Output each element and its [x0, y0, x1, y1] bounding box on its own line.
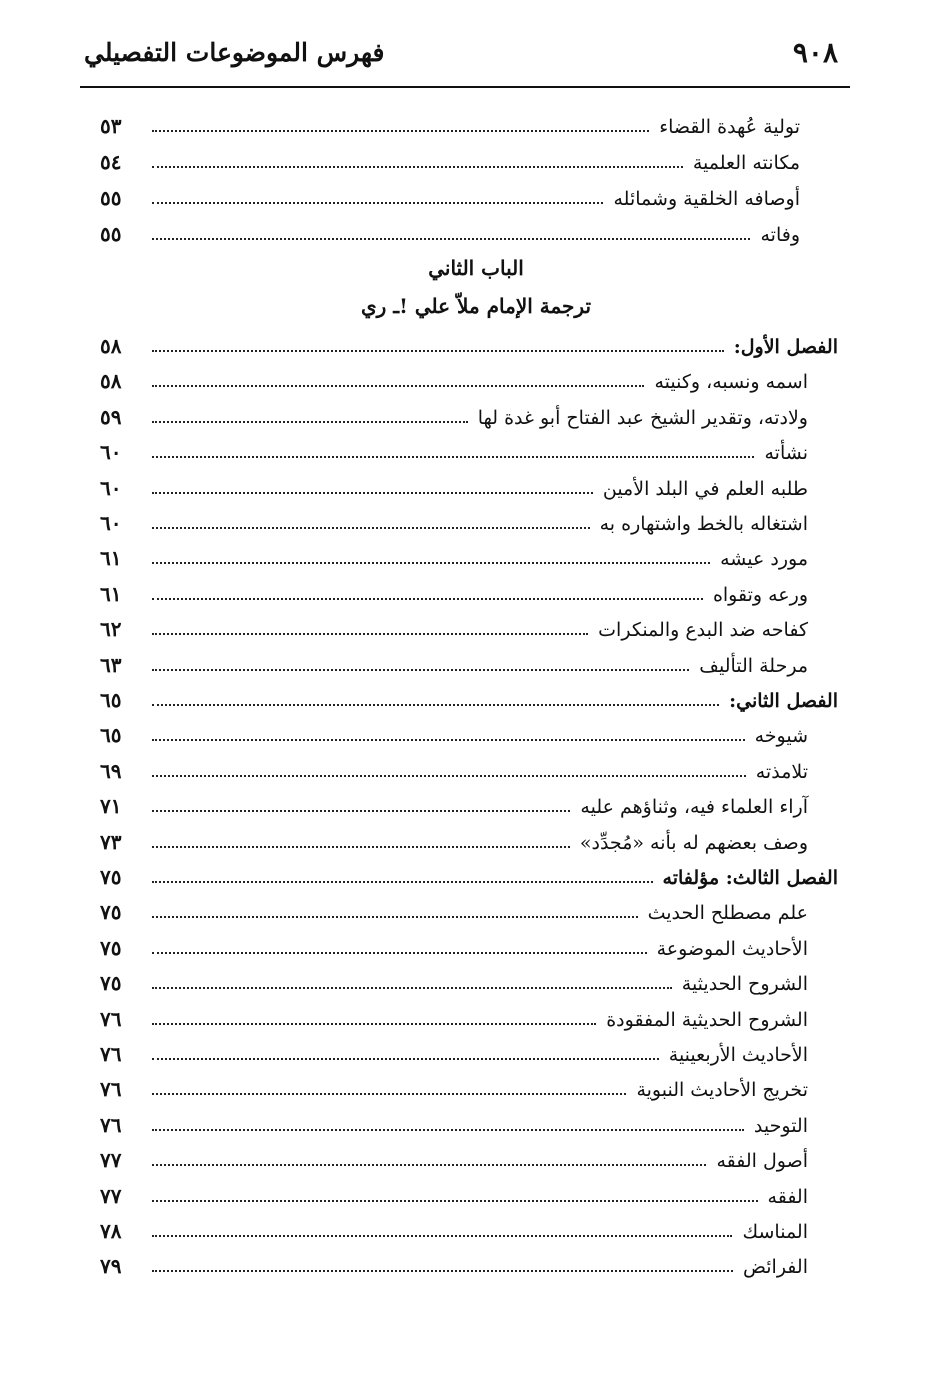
toc-entry-page: ٧١: [100, 794, 122, 819]
toc-entry-page: ٦٥: [100, 688, 122, 712]
toc-entry-page: ٦٠: [100, 511, 122, 535]
running-head: [80, 32, 850, 82]
toc-entry-page: ٥٥: [100, 222, 122, 246]
toc-leader: [152, 403, 468, 423]
toc-entry-page: ٧٥: [100, 900, 122, 925]
toc-entry-page: ٥٩: [100, 404, 122, 429]
toc-entry: [100, 574, 808, 606]
toc-entry-title: الفرائض: [742, 1256, 808, 1279]
toc-entry-title: المناسك: [742, 1221, 808, 1243]
page-number: ٩٠٨: [792, 36, 838, 69]
toc-entry: [100, 999, 808, 1031]
toc-entry: [100, 1069, 808, 1101]
toc-entry: [100, 142, 800, 174]
toc-entry: [100, 361, 808, 393]
toc-entry-title: مكانته العلمية: [692, 152, 800, 174]
toc-entry-page: ٦١: [100, 581, 122, 606]
toc-leader: [152, 1146, 706, 1166]
toc-leader: [152, 184, 603, 204]
toc-leader: [152, 220, 750, 240]
toc-leader: [152, 757, 746, 777]
toc-leader: [152, 1005, 596, 1025]
toc-entry: [100, 178, 800, 210]
toc-entry: [100, 822, 808, 854]
toc-entry: [100, 609, 808, 641]
toc-entry-page: ٧٦: [100, 1042, 122, 1066]
toc-leader: [152, 1252, 733, 1272]
toc-entry-page: ٧٣: [100, 829, 122, 854]
toc-entry-title: تولية عُهدة القضاء: [659, 116, 800, 138]
toc-entry-page: ٧٩: [100, 1254, 122, 1279]
toc-leader: [152, 651, 689, 671]
toc-entry-page: ٦٥: [100, 723, 122, 748]
page-title: فهرس الموضوعات التفصيلي: [84, 38, 385, 67]
toc-entry-page: ٦٢: [100, 617, 122, 642]
toc-leader: [152, 474, 593, 494]
toc-entry: [100, 1140, 808, 1172]
toc-entry-page: ٥٥: [100, 186, 122, 210]
toc-entry-title: كفاحه ضد البدع والمنكرات: [598, 619, 808, 642]
toc-leader: [152, 148, 683, 168]
toc-entry-page: ٦١: [100, 546, 122, 571]
toc-entry-page: ٥٣: [100, 114, 122, 138]
part-heading: الباب الثاني: [428, 256, 524, 280]
toc-entry-title: الفصل الأول:: [733, 336, 838, 358]
toc-entry-title: الأحاديث الموضوعة: [656, 937, 808, 960]
toc-entry-title: اشتغاله بالخط واشتهاره به: [599, 513, 808, 535]
toc-leader: [152, 509, 590, 529]
toc-leader: [152, 544, 710, 564]
toc-entry: [100, 432, 808, 464]
toc-leader: [152, 1217, 732, 1237]
toc-entry: [100, 503, 808, 535]
toc-entry-title: مورد عيشه: [720, 548, 808, 571]
toc-entry-title: الفقه: [767, 1185, 808, 1208]
toc-entry: [100, 1246, 808, 1278]
toc-entry-title: طلبه العلم في البلد الأمين: [602, 477, 808, 500]
toc-chapter-entry: [100, 326, 838, 358]
toc-entry-page: ٧٥: [100, 935, 122, 960]
toc-entry-title: الفصل الثاني:: [729, 690, 838, 712]
toc-entry-page: ٧٦: [100, 1077, 122, 1102]
toc-entry-title: ورعه وتقواه: [712, 583, 808, 606]
toc-entry-title: ولادته، وتقدير الشيخ عبد الفتاح أبو غدة لها: [477, 406, 808, 429]
toc-entry-page: ٦٠: [100, 440, 122, 465]
toc-entry-page: ٧٥: [100, 865, 122, 889]
toc-entry: [100, 214, 800, 246]
toc-leader: [152, 1075, 626, 1095]
toc-entry: [100, 715, 808, 747]
toc-entry-page: ٦٣: [100, 652, 122, 677]
toc-entry: [100, 106, 800, 138]
toc-leader: [152, 863, 653, 883]
toc-entry-page: ٧٧: [100, 1148, 122, 1173]
toc-entry: [100, 1211, 808, 1243]
part-subheading: ترجمة الإمام ملاّ علي !ـ ري: [360, 294, 592, 318]
toc-leader: [152, 1182, 758, 1202]
toc-entry: [100, 963, 808, 995]
toc-leader: [152, 580, 703, 600]
toc-leader: [152, 112, 649, 132]
toc-entry-page: ٥٨: [100, 334, 122, 358]
toc-entry-title: الشروح الحديثية: [681, 973, 808, 996]
toc-entry-title: نشأته: [764, 442, 808, 465]
toc-entry: [100, 1105, 808, 1137]
toc-entry-title: التوحيد: [753, 1114, 808, 1137]
toc-entry-page: ٦٩: [100, 758, 122, 783]
toc-entry-page: ٥٨: [100, 369, 122, 394]
toc-entry-page: ٥٤: [100, 150, 122, 174]
toc-entry-page: ٧٥: [100, 971, 122, 996]
toc-entry-title: شيوخه: [754, 725, 808, 748]
toc-entry: [100, 892, 808, 924]
toc-leader: [152, 615, 588, 635]
toc-entry: [100, 1176, 808, 1208]
toc-entry: [100, 468, 808, 500]
toc-entry-title: وصف بعضهم له بأنه «مُجدِّد»: [579, 831, 808, 854]
toc-leader: [152, 367, 644, 387]
toc-leader: [152, 332, 724, 352]
toc-entry-title: مرحلة التأليف: [699, 654, 808, 677]
toc-chapter-entry: [100, 680, 838, 712]
toc-leader: [152, 934, 647, 954]
toc-entry-page: ٦٠: [100, 475, 122, 500]
toc-entry-title: اسمه ونسبه، وكنيته: [654, 371, 808, 394]
toc-entry-title: أصول الفقه: [716, 1150, 808, 1173]
toc-leader: [152, 438, 754, 458]
toc-leader: [152, 898, 638, 918]
toc-entry: [100, 645, 808, 677]
toc-entry-title: علم مصطلح الحديث: [647, 902, 808, 925]
toc-entry-title: تخريج الأحاديث النبوية: [636, 1079, 808, 1102]
toc-entry-page: ٧٧: [100, 1183, 122, 1208]
toc-entry-title: الشروح الحديثية المفقودة: [606, 1008, 808, 1031]
toc-leader: [152, 792, 570, 812]
toc-entry-page: ٧٦: [100, 1006, 122, 1031]
toc-entry: [100, 538, 808, 570]
toc-entry: [100, 1034, 808, 1066]
toc-entry-page: ٧٨: [100, 1219, 122, 1243]
toc-entry: [100, 397, 808, 429]
toc-leader: [152, 1111, 744, 1131]
toc-leader: [152, 721, 745, 741]
toc-entry-title: وفاته: [760, 224, 800, 246]
toc-leader: [152, 686, 719, 706]
toc-entry: [100, 786, 808, 818]
header-rule: [80, 86, 850, 88]
toc-entry-title: آراء العلماء فيه، وثناؤهم عليه: [580, 796, 808, 819]
toc-entry-title: الفصل الثالث: مؤلفاته: [662, 867, 838, 889]
toc-entry: [100, 928, 808, 960]
toc-entry-title: تلامذته: [755, 760, 808, 783]
toc-entry-title: أوصافه الخلقية وشمائله: [613, 188, 800, 210]
toc-entry: [100, 751, 808, 783]
toc-leader: [152, 1040, 659, 1060]
toc-entry-page: ٧٦: [100, 1112, 122, 1137]
toc-leader: [152, 828, 570, 848]
toc-leader: [152, 969, 672, 989]
toc-chapter-entry: [100, 857, 838, 889]
toc-entry-title: الأحاديث الأربعينية: [668, 1044, 808, 1066]
